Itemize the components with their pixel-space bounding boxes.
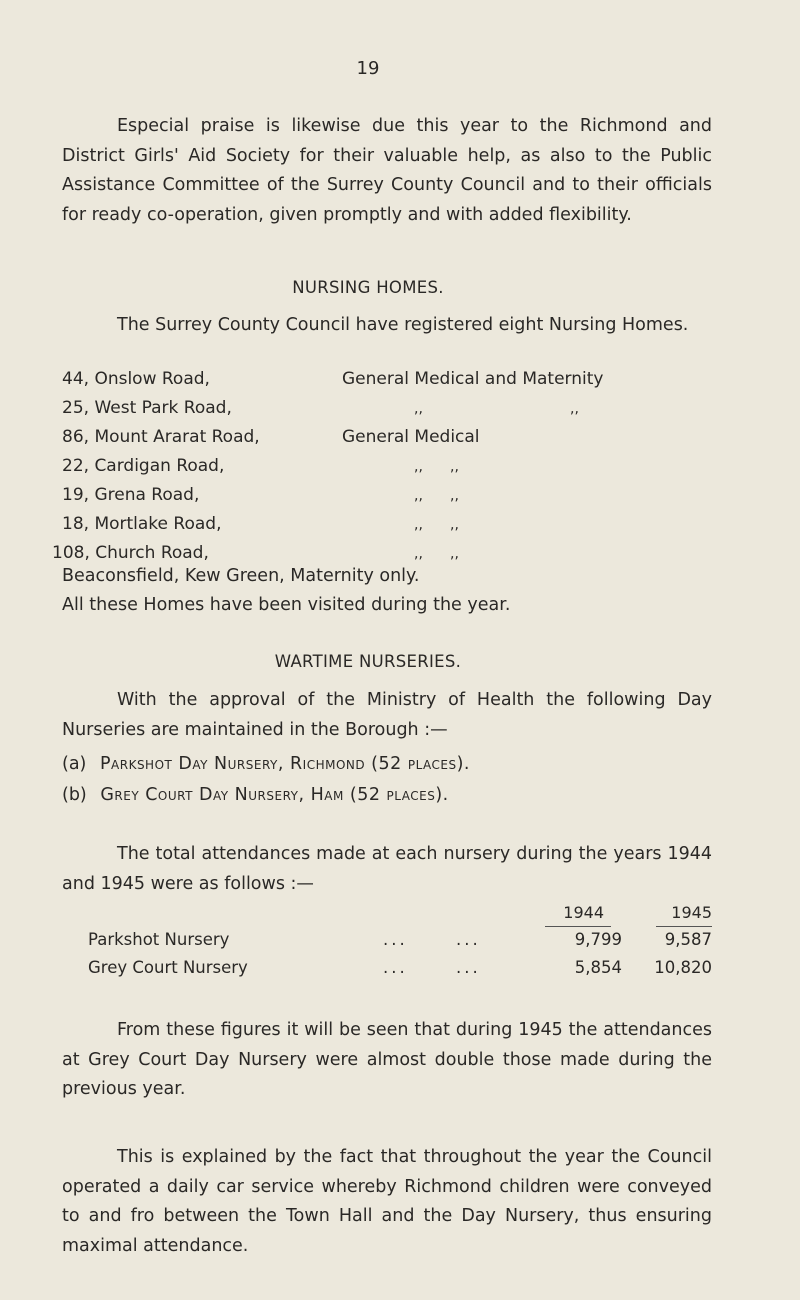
ditto-mark: ,, xyxy=(450,517,459,533)
page-number: 19 xyxy=(356,58,380,79)
ditto-mark: ,, xyxy=(414,488,423,504)
home-address: 44, Onslow Road, xyxy=(62,369,210,389)
home-address: 18, Mortlake Road, xyxy=(62,514,222,534)
visited-line: All these Homes have been visited during the year. xyxy=(62,595,511,615)
value-1945: 10,820 xyxy=(654,958,712,977)
nursery-name: Grey Court Nursery xyxy=(88,958,248,977)
table-row xyxy=(88,958,712,986)
nursing-homes-intro: The Surrey County Council have registered eight Nursing Homes. xyxy=(117,315,689,335)
wartime-nurseries-heading: WARTIME NURSERIES. xyxy=(274,652,462,671)
home-address: 25, West Park Road, xyxy=(62,398,232,418)
nursing-home-row xyxy=(62,485,712,513)
table-header-1945: 1945 xyxy=(671,903,712,922)
item-marker: (b) xyxy=(62,785,87,805)
value-1944: 5,854 xyxy=(574,958,622,977)
table-row xyxy=(88,930,712,958)
home-category: General Medical xyxy=(342,427,480,447)
nursing-homes-heading: NURSING HOMES. xyxy=(292,278,444,297)
nursery-item-b xyxy=(62,785,449,805)
home-address: 22, Cardigan Road, xyxy=(62,456,225,476)
home-address: 86, Mount Ararat Road, xyxy=(62,427,260,447)
ditto-mark: ,, xyxy=(450,488,459,504)
wartime-nurseries-intro: With the approval of the Ministry of Health the following Day Nurseries are maintained in the Borough :— xyxy=(62,690,712,740)
ditto-mark: ,, xyxy=(570,401,579,417)
header-rule xyxy=(656,926,712,927)
nursing-home-row xyxy=(62,369,712,397)
home-address: 19, Grena Road, xyxy=(62,485,200,505)
header-rule xyxy=(545,926,611,927)
table-header-1944: 1944 xyxy=(563,903,604,922)
leader-dots: ... xyxy=(456,930,481,949)
leader-dots: ... xyxy=(383,958,408,977)
intro-paragraph: Especial praise is likewise due this year to the Richmond and District Girls' Aid Society for their valuable help, as also to the Public Assistance Committee of the Surrey County Council and to their officials for ready co-operation, given promptly and with added flexibility. xyxy=(62,116,712,225)
item-text: Grey Court Day Nursery, Ham (52 places). xyxy=(100,785,449,805)
ditto-mark: ,, xyxy=(450,546,459,562)
nursing-home-row xyxy=(62,427,712,455)
figures-paragraph: From these figures it will be seen that during 1945 the attendances at Grey Court Day Nursery were almost double those made during the previous year. xyxy=(62,1020,712,1099)
leader-dots: ... xyxy=(456,958,481,977)
nursing-home-row xyxy=(62,456,712,484)
item-text: Parkshot Day Nursery, Richmond (52 places). xyxy=(99,754,470,774)
value-1944: 9,799 xyxy=(574,930,622,949)
ditto-mark: ,, xyxy=(414,459,423,475)
value-1945: 9,587 xyxy=(664,930,712,949)
ditto-mark: ,, xyxy=(414,546,423,562)
explained-paragraph: This is explained by the fact that throughout the year the Council operated a daily car service whereby Richmond children were conveyed to and fro between the Town Hall and the Day Nursery, thus ensuring maximal attendance. xyxy=(62,1147,712,1256)
nursing-home-row xyxy=(62,514,712,542)
attendance-intro: The total attendances made at each nursery during the years 1944 and 1945 were as follows :— xyxy=(62,844,712,894)
beaconsfield-line: Beaconsfield, Kew Green, Maternity only. xyxy=(62,566,420,586)
home-address: 108, Church Road, xyxy=(52,543,209,563)
ditto-mark: ,, xyxy=(414,401,423,417)
nursery-item-a xyxy=(62,754,470,774)
ditto-mark: ,, xyxy=(414,517,423,533)
home-category: General Medical and Maternity xyxy=(342,369,604,389)
item-marker: (a) xyxy=(62,754,87,774)
nursery-name: Parkshot Nursery xyxy=(88,930,230,949)
leader-dots: ... xyxy=(383,930,408,949)
nursing-home-row xyxy=(62,398,712,426)
ditto-mark: ,, xyxy=(450,459,459,475)
